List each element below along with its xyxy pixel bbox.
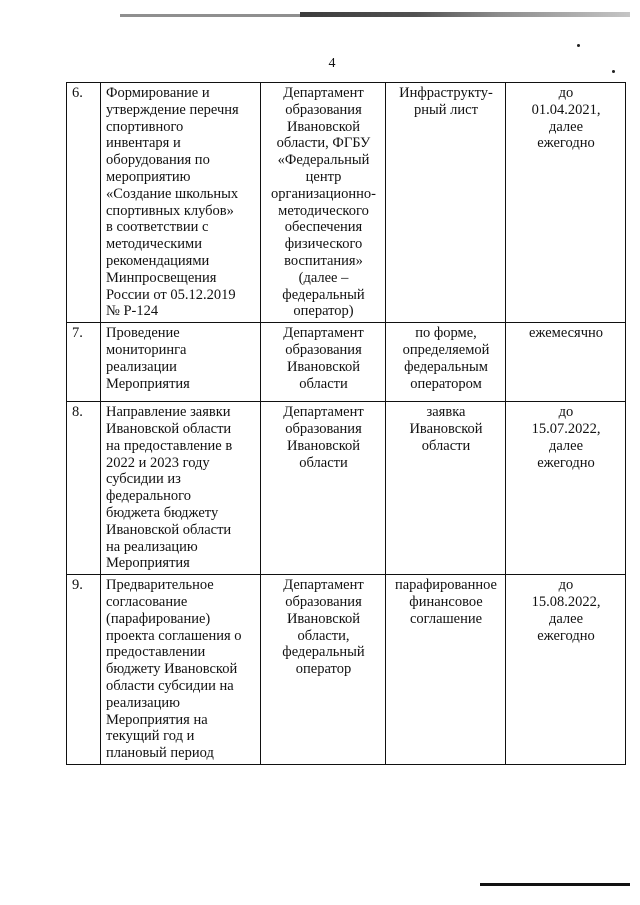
row-number: 9. <box>67 575 101 765</box>
table-row <box>67 323 626 402</box>
result-cell <box>386 402 506 575</box>
action-text: Предварительное согласование (парафирование) проекта соглашения о предоставлении бюджету Ивановской области субсидии на реализацию Мероприятия на текущий год и плановый период <box>106 577 242 762</box>
result-cell <box>386 323 506 402</box>
result-text: по форме, определяемой федеральным оператором <box>402 325 490 392</box>
table-row <box>67 575 626 765</box>
responsible-cell <box>261 402 386 575</box>
action-text: Направление заявки Ивановской области на предоставление в 2022 и 2023 году субсидии из федерального бюджета бюджету Ивановской области на реализацию Мероприятия <box>106 404 233 572</box>
row-number: 8. <box>67 402 101 575</box>
result-text: Инфраструкту- рный лист <box>399 85 493 118</box>
plan-table <box>66 82 626 765</box>
deadline-cell <box>506 83 626 323</box>
row-number: 7. <box>67 323 101 402</box>
result-text: парафированное финансовое соглашение <box>394 577 497 627</box>
action-cell <box>101 575 261 765</box>
responsible-cell <box>261 83 386 323</box>
deadline-text: до 15.07.2022, далее ежегодно <box>531 404 601 471</box>
responsible-text: Департамент образования Ивановской области, ФГБУ «Федеральный центр организационно- методического обеспечения физического воспитания» (далее – федеральный оператор) <box>271 85 376 320</box>
result-cell <box>386 83 506 323</box>
scan-artifact-line <box>300 12 630 17</box>
action-text: Проведение мониторинга реализации Мероприятия <box>106 325 190 392</box>
result-cell <box>386 575 506 765</box>
responsible-text: Департамент образования Ивановской области <box>283 404 364 471</box>
deadline-cell <box>506 575 626 765</box>
responsible-text: Департамент образования Ивановской области <box>283 325 364 392</box>
responsible-cell <box>261 575 386 765</box>
action-cell <box>101 323 261 402</box>
scan-artifact-line <box>120 14 300 17</box>
scan-speck <box>577 44 580 47</box>
responsible-cell <box>261 323 386 402</box>
action-text: Формирование и утверждение перечня спортивного инвентаря и оборудования по мероприятию «Создание школьных спортивных клубов» в соответствии с методическими рекомендациями Минпросвещения России от 05.12.2019 № Р-124 <box>106 85 239 320</box>
action-cell <box>101 402 261 575</box>
deadline-text: до 15.08.2022, далее ежегодно <box>531 577 601 644</box>
deadline-text: ежемесячно <box>528 325 604 342</box>
responsible-text: Департамент образования Ивановской области, федеральный оператор <box>282 577 365 678</box>
deadline-cell <box>506 402 626 575</box>
page-number: 4 <box>328 56 336 71</box>
deadline-text: до 01.04.2021, далее ежегодно <box>531 85 601 152</box>
deadline-cell <box>506 323 626 402</box>
result-text: заявка Ивановской области <box>409 404 483 454</box>
row-number: 6. <box>67 83 101 323</box>
scan-artifact-line <box>480 883 630 886</box>
table-row <box>67 83 626 323</box>
scan-speck <box>612 70 615 73</box>
table-row <box>67 402 626 575</box>
action-cell <box>101 83 261 323</box>
